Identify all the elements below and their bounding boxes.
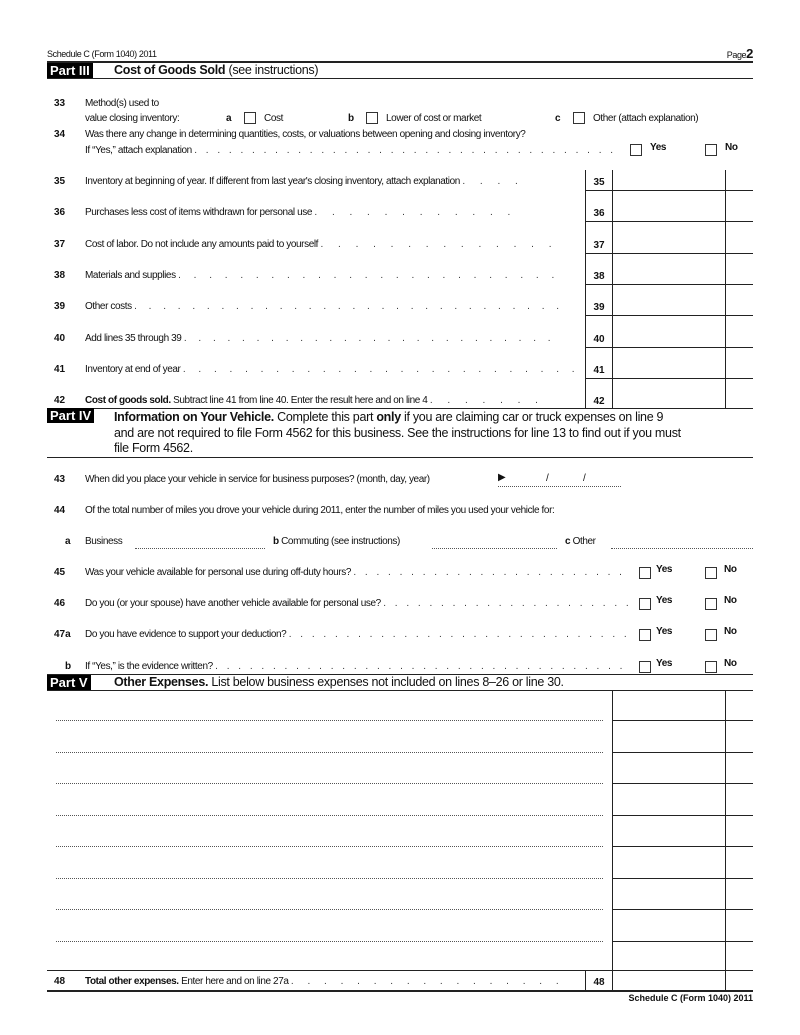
date-in-service-input[interactable] <box>498 486 621 487</box>
line-text: Cost of labor. Do not include any amounts paid to yourself <box>85 238 319 250</box>
line-number: 35 <box>54 176 66 187</box>
option-letter: c <box>555 113 561 124</box>
question-text: Do you have evidence to support your deduction? <box>85 629 287 641</box>
line-number: 46 <box>54 598 66 610</box>
part-v-title <box>114 675 564 689</box>
part-iii-title <box>114 63 318 77</box>
row-line <box>585 315 753 316</box>
yes-checkbox[interactable] <box>639 629 651 641</box>
part-desc: file Form 4562. <box>114 441 193 455</box>
line-number: 47a <box>54 629 71 641</box>
line-35-amount-input[interactable] <box>613 170 724 190</box>
yes-checkbox[interactable] <box>639 661 651 673</box>
line-box-number: 38 <box>593 270 605 282</box>
question-text: Was your vehicle available for personal use during off-duty hours? <box>85 567 351 578</box>
line-number: 43 <box>54 474 66 485</box>
part-desc: if you are claiming car or truck expenses on line 9 <box>404 410 664 424</box>
expense-description-input[interactable] <box>56 815 603 816</box>
leader-dots: . . . . . . . . . . . . . . . . . . . . . . . . <box>353 567 625 578</box>
line-box-number: 42 <box>593 396 605 408</box>
line-38-amount-input[interactable] <box>613 264 724 284</box>
no-checkbox[interactable] <box>705 629 717 641</box>
expense-amount-input[interactable] <box>613 850 724 877</box>
divider <box>47 990 753 992</box>
row-line <box>585 347 753 348</box>
form-header-name: Schedule C (Form 1040) 2011 <box>47 49 157 59</box>
line-38-label <box>85 270 559 281</box>
expense-description-input[interactable] <box>56 909 603 910</box>
leader-dots: . . . . . . . . . . . . . . <box>320 238 558 250</box>
part-iv-tag: Part IV <box>47 408 94 423</box>
option-letter: b <box>348 113 354 124</box>
page-num: 2 <box>746 46 753 61</box>
expense-amount-input[interactable] <box>613 692 724 719</box>
expense-amount-line <box>612 941 753 942</box>
line-48-bold: Total other expenses. <box>85 976 179 987</box>
leader-dots: . . . . . . . . . . . . . . . . . . . . . . . . . . . . . . <box>288 629 630 641</box>
expense-amount-input[interactable] <box>613 818 724 845</box>
line-33-label: Method(s) used to <box>85 98 159 109</box>
yes-checkbox[interactable] <box>639 598 651 610</box>
line-number: 45 <box>54 567 66 578</box>
divider <box>47 457 753 458</box>
business-miles-input[interactable] <box>135 548 265 549</box>
expense-amount-input[interactable] <box>613 881 724 908</box>
expense-amount-line <box>612 846 753 847</box>
other-label: Other <box>572 536 596 547</box>
line-41-label <box>85 364 580 375</box>
cost-checkbox[interactable] <box>244 112 256 124</box>
question-label <box>85 598 632 609</box>
line-bold: Cost of goods sold. <box>85 395 171 407</box>
question-label <box>85 629 630 640</box>
yes-checkbox[interactable] <box>639 567 651 579</box>
line-41-amount-input[interactable] <box>613 358 724 378</box>
part-title: Information on Your Vehicle. <box>114 410 274 424</box>
cost-label: Cost <box>264 113 283 124</box>
line-number: 38 <box>54 269 66 281</box>
question-label <box>85 567 625 578</box>
line-box-number: 37 <box>593 239 605 251</box>
leader-dots: . . . . . . . . . . . . . . . . . . . . . . . . . . . . . . . . . . . . <box>215 660 626 672</box>
part-title: Other Expenses. <box>114 675 209 689</box>
other-method-label: Other (attach explanation) <box>593 113 699 124</box>
row-line <box>585 190 753 191</box>
column-line <box>725 690 726 990</box>
expense-description-input[interactable] <box>56 878 603 879</box>
leader-dots: . . . . . . . . . . . . . . . . . . . . . . . . . . <box>183 332 556 344</box>
question-label <box>85 661 625 672</box>
line-34-label: Was there any change in determining quantities, costs, or valuations between opening and closing inventory? <box>85 129 526 140</box>
row-line <box>585 378 753 379</box>
leader-dots: . . . . . . . . . . . . . . . . . . . . . . . . . <box>178 269 560 281</box>
line-34-yes-checkbox[interactable] <box>630 144 642 156</box>
leader-dots: . . . . <box>462 176 524 187</box>
date-separator: / <box>583 473 586 484</box>
line-39-label <box>85 301 564 312</box>
line-number: 34 <box>54 129 66 140</box>
line-43-label: When did you place your vehicle in service for business purposes? (month, day, year) <box>85 474 430 485</box>
no-label: No <box>724 564 737 575</box>
part-desc-only: only <box>376 410 401 424</box>
line-box-number: 39 <box>593 302 605 314</box>
line-box-number: 48 <box>593 977 605 988</box>
other-miles-input[interactable] <box>611 548 753 549</box>
expense-description-input[interactable] <box>56 941 603 942</box>
line-34-no-checkbox[interactable] <box>705 144 717 156</box>
expense-amount-input[interactable] <box>613 755 724 782</box>
page-number <box>727 46 753 61</box>
line-39-amount-input[interactable] <box>613 295 724 315</box>
line-number: 33 <box>54 98 66 109</box>
leader-dots: . . . . . . . . . . . . . . . . . <box>290 976 565 987</box>
expense-description-input[interactable] <box>56 720 603 721</box>
divider <box>47 690 753 691</box>
expense-description-input[interactable] <box>56 752 603 753</box>
part-iv-title <box>114 410 681 457</box>
leader-dots: . . . . . . . . . . . . . . . . . . . . . . . . . . . . . . <box>134 301 564 313</box>
line-number: b <box>65 660 72 672</box>
leader-dots: . . . . . . . . . . . . <box>314 207 517 219</box>
no-label: No <box>725 142 738 153</box>
expense-description-input[interactable] <box>56 846 603 847</box>
line-number: 41 <box>54 363 66 375</box>
option-letter: c <box>565 536 571 547</box>
line-number: 42 <box>54 395 66 407</box>
no-label: No <box>724 595 737 607</box>
line-37-amount-input[interactable] <box>613 233 724 253</box>
option-letter: a <box>226 113 232 124</box>
divider <box>47 78 753 79</box>
line-37-label <box>85 239 557 250</box>
yes-label: Yes <box>656 564 673 575</box>
expense-amount-line <box>612 752 753 753</box>
line-text: Materials and supplies <box>85 269 176 281</box>
row-line <box>585 284 753 285</box>
lower-cost-market-checkbox[interactable] <box>366 112 378 124</box>
part-v-tag: Part V <box>47 675 91 690</box>
option-letter: b <box>273 536 279 547</box>
arrow-icon: ▶ <box>498 472 506 483</box>
column-line <box>725 170 726 408</box>
expense-amount-line <box>612 720 753 721</box>
part-desc: and are not required to file Form 4562 for this business. See the instructions for line 13 to find out if you must <box>114 425 681 440</box>
line-48-label <box>85 976 564 987</box>
row-line <box>585 253 753 254</box>
line-box-number: 35 <box>593 177 605 188</box>
expense-amount-input[interactable] <box>613 724 724 751</box>
other-method-checkbox[interactable] <box>573 112 585 124</box>
question-text: If “Yes,” is the evidence written? <box>85 660 213 672</box>
lower-cost-label: Lower of cost or market <box>386 113 482 124</box>
line-text: Subtract line 41 from line 40. Enter the result here and on line 4 <box>173 395 428 407</box>
page-label: Page <box>726 50 747 60</box>
line-text: Inventory at beginning of year. If different from last year's closing inventory, attach explanation <box>85 176 460 187</box>
yes-label: Yes <box>656 626 673 638</box>
row-line <box>585 221 753 222</box>
footer-form-name: Schedule C (Form 1040) 2011 <box>628 993 753 1003</box>
commuting-label: Commuting (see instructions) <box>281 536 400 547</box>
line-42-amount-input[interactable] <box>613 389 724 409</box>
expense-amount-input[interactable] <box>613 787 724 814</box>
date-separator: / <box>546 473 549 484</box>
part-iii-tag: Part III <box>47 63 93 78</box>
expense-amount-line <box>612 878 753 879</box>
other-miles-label <box>565 536 596 547</box>
line-box-number: 40 <box>593 333 605 345</box>
no-label: No <box>724 626 737 638</box>
line-36-label <box>85 207 516 218</box>
yes-label: Yes <box>650 142 667 153</box>
line-34-text: If “Yes,” attach explanation <box>85 145 192 156</box>
no-label: No <box>724 657 737 669</box>
line-text: Inventory at end of year <box>85 363 181 375</box>
line-44-label: Of the total number of miles you drove your vehicle during 2011, enter the number of miles you used your vehicle for: <box>85 505 555 516</box>
line-box-number: 41 <box>593 364 605 376</box>
line-36-amount-input[interactable] <box>613 201 724 221</box>
leader-dots: . . . . . . . . . . . . . . . . . . . . . . . . . . . . . . . . . . . . . <box>194 145 617 156</box>
commuting-miles-input[interactable] <box>432 548 557 549</box>
line-number: 37 <box>54 238 66 250</box>
line-34-label2 <box>85 145 616 156</box>
business-miles-label: Business <box>85 536 123 547</box>
commuting-miles-label <box>273 536 400 547</box>
no-checkbox[interactable] <box>705 598 717 610</box>
part-desc: List below business expenses not included on lines 8–26 or line 30. <box>211 675 564 689</box>
leader-dots: . . . . . . . <box>429 395 544 407</box>
no-checkbox[interactable] <box>705 567 717 579</box>
expense-amount-line <box>612 815 753 816</box>
expense-amount-line <box>612 783 753 784</box>
part-subtitle: (see instructions) <box>228 63 319 77</box>
expense-description-input[interactable] <box>56 783 603 784</box>
yes-label: Yes <box>656 657 673 669</box>
line-box-number: 36 <box>593 208 605 220</box>
line-number: 40 <box>54 332 66 344</box>
line-number: 39 <box>54 301 66 313</box>
expense-amount-line <box>612 909 753 910</box>
line-number: 48 <box>54 976 66 987</box>
expense-amount-input[interactable] <box>613 913 724 940</box>
line-text: Other costs <box>85 301 132 313</box>
line-40-label <box>85 333 555 344</box>
no-checkbox[interactable] <box>705 661 717 673</box>
line-33-label2: value closing inventory: <box>85 113 180 124</box>
line-number: 36 <box>54 207 66 219</box>
option-letter: a <box>65 536 71 547</box>
leader-dots: . . . . . . . . . . . . . . . . . . . . . . . . . . <box>182 363 580 375</box>
line-text: Add lines 35 through 39 <box>85 332 182 344</box>
leader-dots: . . . . . . . . . . . . . . . . . . . . . . <box>383 598 632 610</box>
line-42-label <box>85 395 544 406</box>
yes-label: Yes <box>656 595 673 607</box>
part-desc: Complete this part <box>277 410 374 424</box>
line-text: Purchases less cost of items withdrawn for personal use <box>85 207 312 219</box>
line-48-amount-input[interactable] <box>613 970 724 989</box>
line-40-amount-input[interactable] <box>613 327 724 347</box>
line-35-label <box>85 176 524 187</box>
row-line <box>47 970 753 971</box>
part-title: Cost of Goods Sold <box>114 63 226 77</box>
line-number: 44 <box>54 505 66 516</box>
line-48-text: Enter here and on line 27a <box>181 976 289 987</box>
question-text: Do you (or your spouse) have another vehicle available for personal use? <box>85 598 381 610</box>
